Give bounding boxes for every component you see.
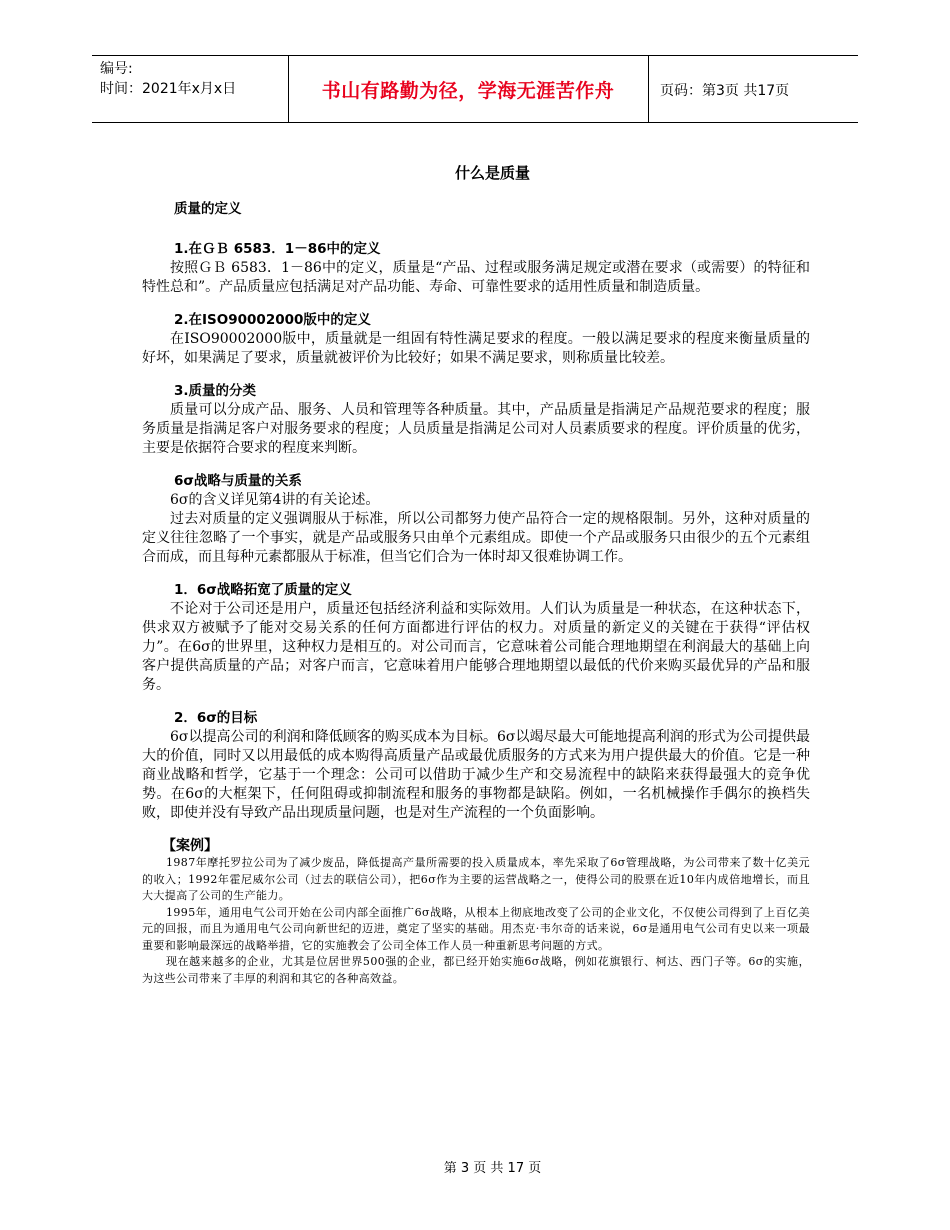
paragraph: 过去对质量的定义强调服从于标准，所以公司都努力使产品符合一定的规格限制。另外，这种对质量的定义往往忽略了一个事实，就是产品或服务只由单个元素组成。即使一个产品或服务只由很少的五个元素组合而成，而且每种元素都服从于标准，但当它们合为一体时却又很难协调工作。 (142, 511, 810, 565)
header-page-info: 页码：第3页 共17页 (660, 83, 790, 99)
section-heading: 2．6σ的目标 (174, 710, 258, 726)
paragraph: 按照ＧＢ 6583．1－86中的定义，质量是“产品、过程或服务满足规定或潜在要求（或需要）的特征和特性总和”。产品质量应包括满足对产品功能、寿命、可靠性要求的适用性质量和制造质量。 (142, 260, 810, 295)
page-footer: 第 3 页 共 17 页 (443, 1161, 542, 1176)
header-motto: 书山有路勤为径，学海无涯苦作舟 (321, 80, 615, 102)
section-heading: 3.质量的分类 (174, 383, 257, 399)
document-body (142, 200, 810, 987)
case-paragraph: 现在越来越多的企业，尤其是位居世界500强的企业，都已经开始实施6σ战略，例如花旗银行、柯达、西门子等。6σ的实施，为这些公司带来了丰厚的利润和其它的各种高效益。 (142, 955, 810, 985)
case-paragraph: 1995年，通用电气公司开始在公司内部全面推广6σ战略，从根本上彻底地改变了公司的企业文化，不仅使公司得到了上百亿美元的回报，而且为通用电气公司向新世纪的迈进，奠定了坚实的基础。用杰克·韦尔奇的话来说，6σ是通用电气公司有史以来一项最重要和影响最深远的战略举措，它的实施教会了公司全体工作人员一种重新思考问题的方式。 (142, 905, 810, 952)
section-heading: 2.在ISO90002000版中的定义 (174, 312, 371, 328)
page-title: 什么是质量 (454, 164, 530, 182)
page-header (92, 55, 858, 123)
header-divider (648, 56, 649, 122)
paragraph: 6σ的含义详见第4讲的有关论述。 (170, 492, 380, 508)
paragraph: 质量可以分成产品、服务、人员和管理等各种质量。其中，产品质量是指满足产品规范要求的程度；服务质量是指满足客户对服务要求的程度；人员质量是指满足公司对人员素质要求的程度。评价质量的优劣，主要是依据符合要求的程度来判断。 (142, 402, 810, 456)
section-heading: 1.在ＧＢ 6583．1－86中的定义 (174, 241, 381, 257)
document-time-label: 时间：2021年x月x日 (100, 81, 237, 97)
paragraph: 6σ以提高公司的利润和降低顾客的购买成本为目标。6σ以竭尽最大可能地提高利润的形式为公司提供最大的价值，同时又以用最低的成本购得高质量产品或最优质服务的方式来为用户提供最大的价值。它是一种商业战略和哲学，它基于一个理念：公司可以借助于减少生产和交易流程中的缺陷来获得最强大的竞争优势。在6σ的大框架下，任何阻碍或抑制流程和服务的事物都是缺陷。例如，一名机械操作手偶尔的换档失败，即使并没有导致产品出现质量问题，也是对生产流程的一个负面影响。 (142, 729, 810, 821)
section-heading: 质量的定义 (174, 201, 242, 217)
section-heading: 6σ战略与质量的关系 (174, 473, 302, 489)
document-number-label: 编号: (100, 61, 133, 77)
section-heading: 1．6σ战略拓宽了质量的定义 (174, 582, 352, 598)
paragraph: 不论对于公司还是用户，质量还包括经济利益和实际效用。人们认为质量是一种状态，在这种状态下，供求双方被赋予了能对交易关系的任何方面都进行评估的权力。对质量的新定义的关键在于获得“评估权力”。在6σ的世界里，这种权力是相互的。对公司而言，它意味着公司能合理地期望在利润最大的基础上向客户提供高质量的产品；对客户而言，它意味着用户能够合理地期望以最低的代价来购买最优异的产品和服务。 (142, 601, 810, 693)
paragraph: 在ISO90002000版中，质量就是一组固有特性满足要求的程度。一般以满足要求的程度来衡量质量的好坏，如果满足了要求，质量就被评价为比较好；如果不满足要求，则称质量比较差。 (142, 331, 810, 366)
case-heading: 【案例】 (162, 838, 218, 854)
case-paragraph: 1987年摩托罗拉公司为了减少废品，降低提高产量所需要的投入质量成本，率先采取了6σ管理战略，为公司带来了数十亿美元的收入；1992年霍尼威尔公司（过去的联信公司），把6σ作为主要的运营战略之一，使得公司的股票在近10年内成倍地增长，而且大大提高了公司的生产能力。 (142, 856, 810, 902)
